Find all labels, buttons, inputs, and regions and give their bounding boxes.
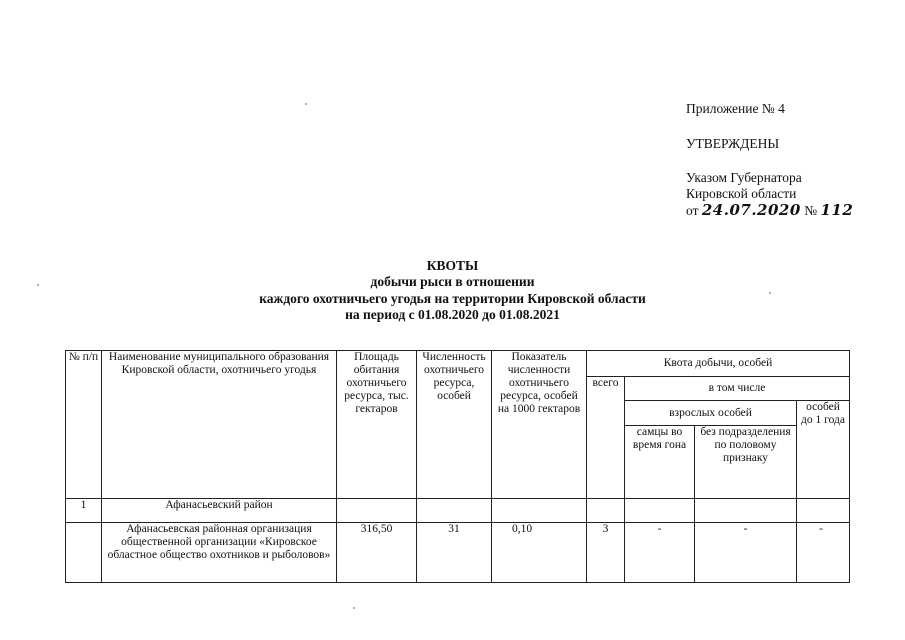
- handwritten-date: 24.07.2020: [701, 201, 801, 219]
- appendix-label: Приложение № 4: [686, 101, 785, 116]
- title-quotas: КВОТЫ: [426, 258, 479, 273]
- cell-total: [587, 499, 625, 523]
- approved-label: УТВЕРЖДЕНЫ: [686, 136, 780, 151]
- title-line-4: на период с 01.08.2020 до 01.08.2021: [345, 307, 560, 322]
- table-row: [66, 523, 850, 583]
- header-including: в том числе: [625, 377, 850, 401]
- header-total: всего: [587, 377, 625, 499]
- cell-young: -: [797, 523, 850, 583]
- table-row: [66, 499, 850, 523]
- header-area: Площадь обитания охотничьего ресурса, тыс. гектаров: [337, 351, 417, 499]
- header-adults: взрослых особей: [625, 401, 797, 426]
- quota-table: [65, 350, 850, 583]
- decree-line-2: Кировской области: [686, 186, 797, 201]
- number-prefix: №: [804, 203, 818, 218]
- date-prefix: от: [686, 203, 699, 218]
- cell-area: [337, 499, 417, 523]
- header-no-sex: без подразделения по половому признаку: [695, 426, 797, 499]
- cell-name: Афанасьевская районная организация общественной организации «Кировское областное общество охотников и рыболовов»: [102, 523, 337, 583]
- header-count: Численность охотничьего ресурса, особей: [417, 351, 492, 499]
- cell-count: 31: [417, 523, 492, 583]
- scan-speck: [305, 103, 307, 105]
- title-line-2: добычи рыси в отношении: [370, 274, 535, 289]
- cell-area: 316,50: [337, 523, 417, 583]
- header-young: особей до 1 года: [797, 401, 850, 499]
- handwritten-number: 112: [820, 201, 854, 219]
- scan-speck: [353, 607, 355, 609]
- header-density: Показатель численности охотничьего ресурса, особей на 1000 гектаров: [492, 351, 587, 499]
- cell-num: 1: [66, 499, 102, 523]
- cell-num: [66, 523, 102, 583]
- cell-density: 0,10: [492, 523, 587, 583]
- decree-line-1: Указом Губернатора: [686, 170, 802, 185]
- scan-speck: [769, 292, 771, 294]
- cell-no-sex: [695, 499, 797, 523]
- cell-total: 3: [587, 523, 625, 583]
- header-name: Наименование муниципального образования Кировской области, охотничьего угодья: [102, 351, 337, 499]
- cell-young: [797, 499, 850, 523]
- header-quota: Квота добычи, особей: [587, 351, 850, 377]
- cell-name: Афанасьевский район: [102, 499, 337, 523]
- cell-males: [625, 499, 695, 523]
- cell-count: [417, 499, 492, 523]
- header-males: самцы во время гона: [625, 426, 695, 499]
- cell-density: [492, 499, 587, 523]
- cell-males: -: [625, 523, 695, 583]
- title-line-3: каждого охотничьего угодья на территории Кировской области: [259, 291, 646, 306]
- decree-date-line: [686, 202, 853, 219]
- header-num: № п/п: [66, 351, 102, 499]
- cell-no-sex: -: [695, 523, 797, 583]
- scan-speck: [37, 284, 39, 286]
